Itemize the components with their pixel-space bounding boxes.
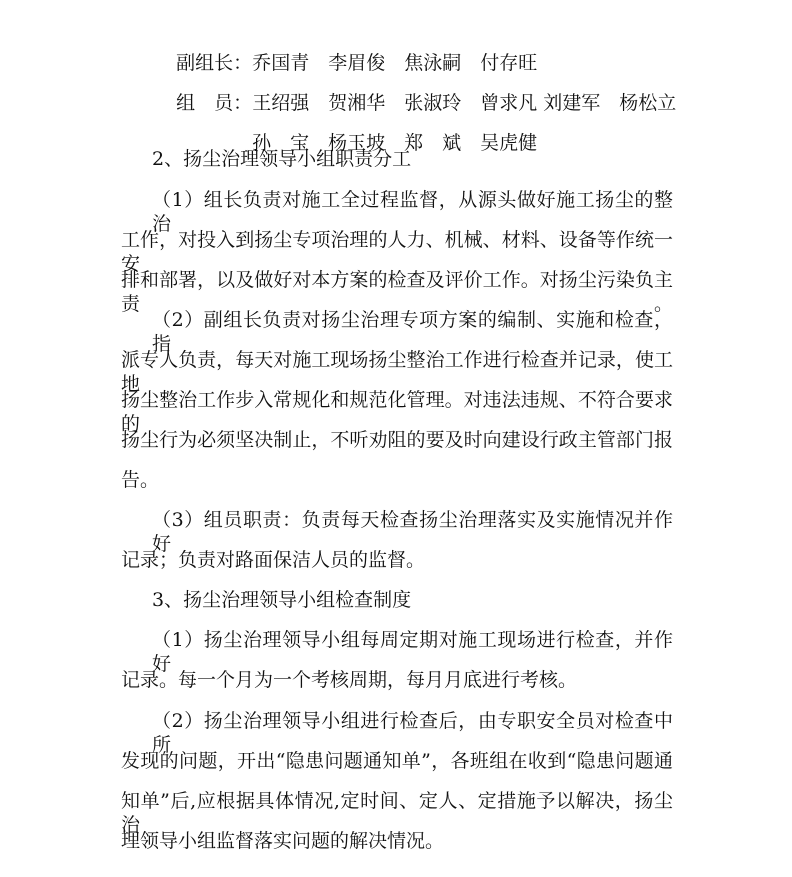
section-2-item-1-line-1: （1）组长负责对施工全过程监督，从源头做好施工扬尘的整治 xyxy=(152,189,673,235)
section-3-item-2-line-2: 发现的问题，开出“隐患问题通知单”，各班组在收到“隐患问题通 xyxy=(121,750,673,772)
section-3-item-2-line-3: 知单”后,应根据具体情况,定时间、定人、定措施予以解决，扬尘治 xyxy=(121,790,673,836)
section-2-item-1-line-2: 工作，对投入到扬尘专项治理的人力、机械、材料、设备等作统一安 xyxy=(121,229,673,275)
section-2-item-2-line-5: 告。 xyxy=(121,469,160,491)
section-2-item-2-line-3: 扬尘整治工作步入常规化和规范化管理。对违法违规、不符合要求的 xyxy=(121,389,673,435)
section-2-item-1-line-3: 排和部署，以及做好对本方案的检查及评价工作。对扬尘污染负主责。 xyxy=(121,269,673,315)
section-3-item-1-line-2: 记录。每一个月为一个考核周期，每月月底进行考核。 xyxy=(121,669,578,691)
section-2-heading: 2、扬尘治理领导小组职责分工 xyxy=(152,148,412,170)
section-3-item-2-line-4: 理领导小组监督落实问题的解决情况。 xyxy=(121,830,445,852)
section-2-item-3-line-2: 记录；负责对路面保洁人员的监督。 xyxy=(121,549,426,571)
section-2-item-2-line-2: 派专人负责，每天对施工现场扬尘整治工作进行检查并记录，使工地 xyxy=(121,349,673,395)
members-names-1: 王绍强 贺湘华 张淑玲 曾求凡 刘建军 杨松立 xyxy=(252,92,677,114)
members-label: 组 员： xyxy=(176,92,253,114)
deputy-leaders-label: 副组长： xyxy=(176,52,253,74)
deputy-leaders-names: 乔国青 李眉俊 焦泳嗣 付存旺 xyxy=(252,52,538,74)
section-2-item-2-line-4: 扬尘行为必须坚决制止，不听劝阻的要及时向建设行政主管部门报 xyxy=(121,429,673,451)
members-names-2: 孙 宝 杨玉坡 郑 斌 吴虎健 xyxy=(252,132,538,154)
section-3-item-2-line-1: （2）扬尘治理领导小组进行检查后，由专职安全员对检查中所 xyxy=(152,710,673,756)
section-3-heading: 3、扬尘治理领导小组检查制度 xyxy=(152,589,412,611)
section-3-item-1-line-1: （1）扬尘治理领导小组每周定期对施工现场进行检查，并作好 xyxy=(152,629,673,675)
section-2-item-3-line-1: （3）组员职责：负责每天检查扬尘治理落实及实施情况并作好 xyxy=(152,509,673,555)
section-2-item-2-line-1: （2）副组长负责对扬尘治理专项方案的编制、实施和检查，指 xyxy=(152,309,673,355)
